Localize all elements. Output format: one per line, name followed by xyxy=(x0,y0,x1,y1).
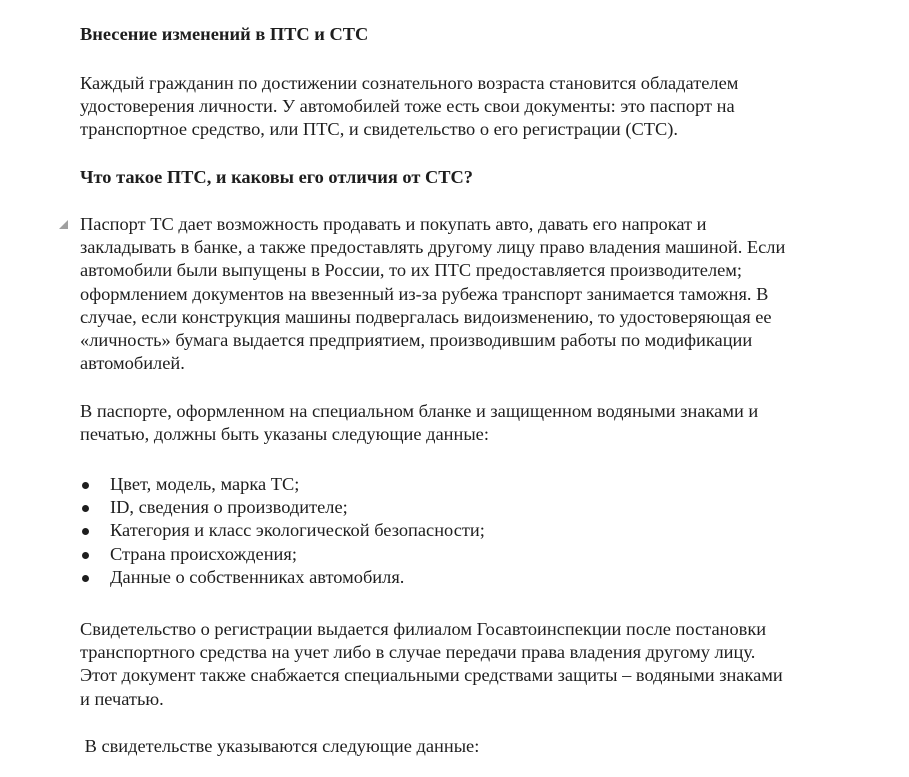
text-line: Каждый гражданин по достижении сознательного возраста становится обладателем xyxy=(80,73,739,93)
text-line: оформлением документов на ввезенный из-за рубежа транспорт занимается таможня. В xyxy=(80,283,769,304)
text-line: закладывать в банке, а также предоставлять другому лицу право владения машиной. Если xyxy=(80,237,786,258)
heading-changes-pts-sts: Внесение изменений в ПТС и СТС xyxy=(80,24,369,44)
passport-data-list xyxy=(80,473,485,589)
text-line: Свидетельство о регистрации выдается филиалом Госавтоинспекции после постановки xyxy=(80,619,767,639)
text-line: автомобили были выпущены в России, то их ПТС предоставляется производителем; xyxy=(80,260,743,281)
list-item-text: Данные о собственниках автомобиля. xyxy=(110,566,405,587)
collapse-triangle-icon[interactable] xyxy=(59,220,68,229)
list-item-text: Цвет, модель, марка ТС; xyxy=(110,474,300,494)
text-line: и печатью. xyxy=(80,688,164,709)
heading-what-is-pts: Что такое ПТС, и каковы его отличия от СТС? xyxy=(80,167,473,187)
paragraph-sts-description xyxy=(80,618,880,711)
text-line: транспортное средство, или ПТС, и свидетельство о его регистрации (СТС). xyxy=(80,119,678,140)
bullet-icon xyxy=(82,528,89,535)
bullet-icon xyxy=(82,505,89,512)
text-line: удостоверения личности. У автомобилей тоже есть свои документы: это паспорт на xyxy=(80,96,735,117)
list-item xyxy=(80,543,485,566)
text-line: печатью, должны быть указаны следующие данные: xyxy=(80,424,489,445)
text-line: Паспорт ТС дает возможность продавать и покупать авто, давать его напрокат и xyxy=(80,214,707,234)
paragraph-passport-data xyxy=(80,400,880,446)
list-item-text: ID, сведения о производителе; xyxy=(110,497,348,518)
paragraph-sts-data-intro: В свидетельстве указываются следующие данные: xyxy=(80,736,480,756)
list-item xyxy=(80,566,485,589)
paragraph-intro xyxy=(80,72,880,142)
bullet-icon xyxy=(82,552,89,559)
bullet-icon xyxy=(82,482,89,489)
text-line: автомобилей. xyxy=(80,353,185,374)
text-line: В паспорте, оформленном на специальном бланке и защищенном водяными знаками и xyxy=(80,401,759,421)
text-line: Этот документ также снабжается специальными средствами защиты – водяными знаками xyxy=(80,665,783,686)
bullet-icon xyxy=(82,575,89,582)
text-line: транспортного средства на учет либо в случае передачи права владения другому лицу. xyxy=(80,642,756,663)
list-item xyxy=(80,473,485,496)
text-line: «личность» бумага выдается предприятием, производившим работы по модификации xyxy=(80,330,753,351)
list-item xyxy=(80,496,485,519)
text-line: случае, если конструкция машины подвергалась видоизменению, то удостоверяющая ее xyxy=(80,306,772,327)
list-item-text: Страна происхождения; xyxy=(110,543,297,564)
list-item xyxy=(80,519,485,542)
paragraph-pts-description xyxy=(80,213,880,375)
list-item-text: Категория и класс экологической безопасности; xyxy=(110,520,485,541)
